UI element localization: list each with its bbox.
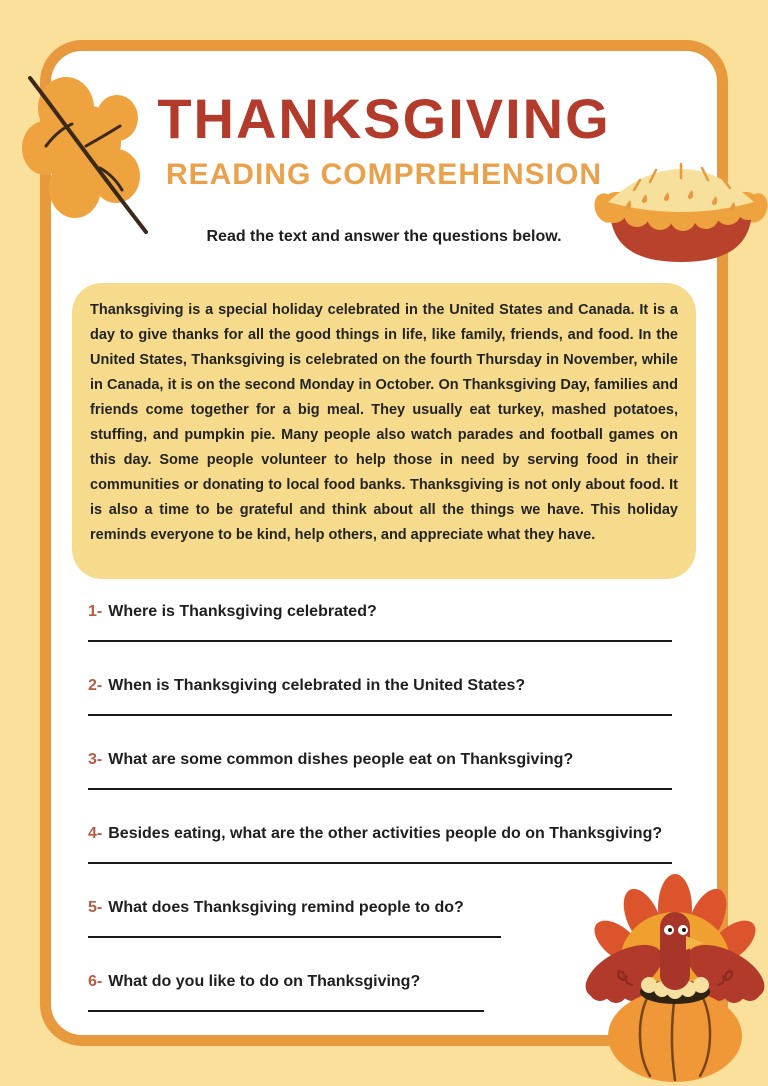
question-text: 2- When is Thanksgiving celebrated in the United States? xyxy=(88,677,526,694)
page-subtitle: READING COMPREHENSION xyxy=(165,158,603,191)
answer-line-6[interactable] xyxy=(88,1010,484,1012)
question-item-1 xyxy=(88,600,672,642)
question-number: 5- xyxy=(88,899,103,916)
question-text: 1- Where is Thanksgiving celebrated? xyxy=(88,603,377,620)
pumpkin-pie-icon xyxy=(594,150,768,272)
question-text: 6- What do you like to do on Thanksgiving? xyxy=(88,973,421,990)
question-text: 3- What are some common dishes people eat on Thanksgiving? xyxy=(88,751,574,768)
question-text: 4- Besides eating, what are the other activities people do on Thanksgiving? xyxy=(88,825,663,842)
answer-line-2[interactable] xyxy=(88,714,672,716)
answer-line-5[interactable] xyxy=(88,936,501,938)
question-item-4 xyxy=(88,822,672,864)
answer-line-4[interactable] xyxy=(88,862,672,864)
question-number: 1- xyxy=(88,603,103,620)
question-item-2 xyxy=(88,674,672,716)
reading-passage-text: Thanksgiving is a special holiday celebrated in the United States and Canada. It is a day to give thanks for all the good things in life, like family, friends, and food. In the United States, Thanksgiving is celebrated on the fourth Thursday in November, while in Canada, it is on the second Monday in October. On Thanksgiving Day, families and friends come together for a big meal. They usually eat turkey, mashed potatoes, stuffing, and pumpkin pie. Many people also watch parades and football games on this day. Some people volunteer to help those in need by serving food in their communities or donating to local food banks. Thanksgiving is not only about food. It is also a time to be grateful and think about all the things we have. This holiday reminds everyone to be kind, help others, and appreciate what they have. xyxy=(90,302,678,543)
reading-passage-box xyxy=(72,283,696,579)
answer-line-1[interactable] xyxy=(88,640,672,642)
question-number: 6- xyxy=(88,973,103,990)
page-title: THANKSGIVING xyxy=(157,87,611,150)
autumn-leaf-icon xyxy=(20,70,158,242)
question-number: 2- xyxy=(88,677,103,694)
turkey-pumpkin-icon xyxy=(582,868,768,1082)
answer-line-3[interactable] xyxy=(88,788,672,790)
question-number: 4- xyxy=(88,825,103,842)
question-number: 3- xyxy=(88,751,103,768)
instruction-text: Read the text and answer the questions below. xyxy=(206,228,562,245)
question-text: 5- What does Thanksgiving remind people to do? xyxy=(88,899,464,916)
question-item-3 xyxy=(88,748,672,790)
